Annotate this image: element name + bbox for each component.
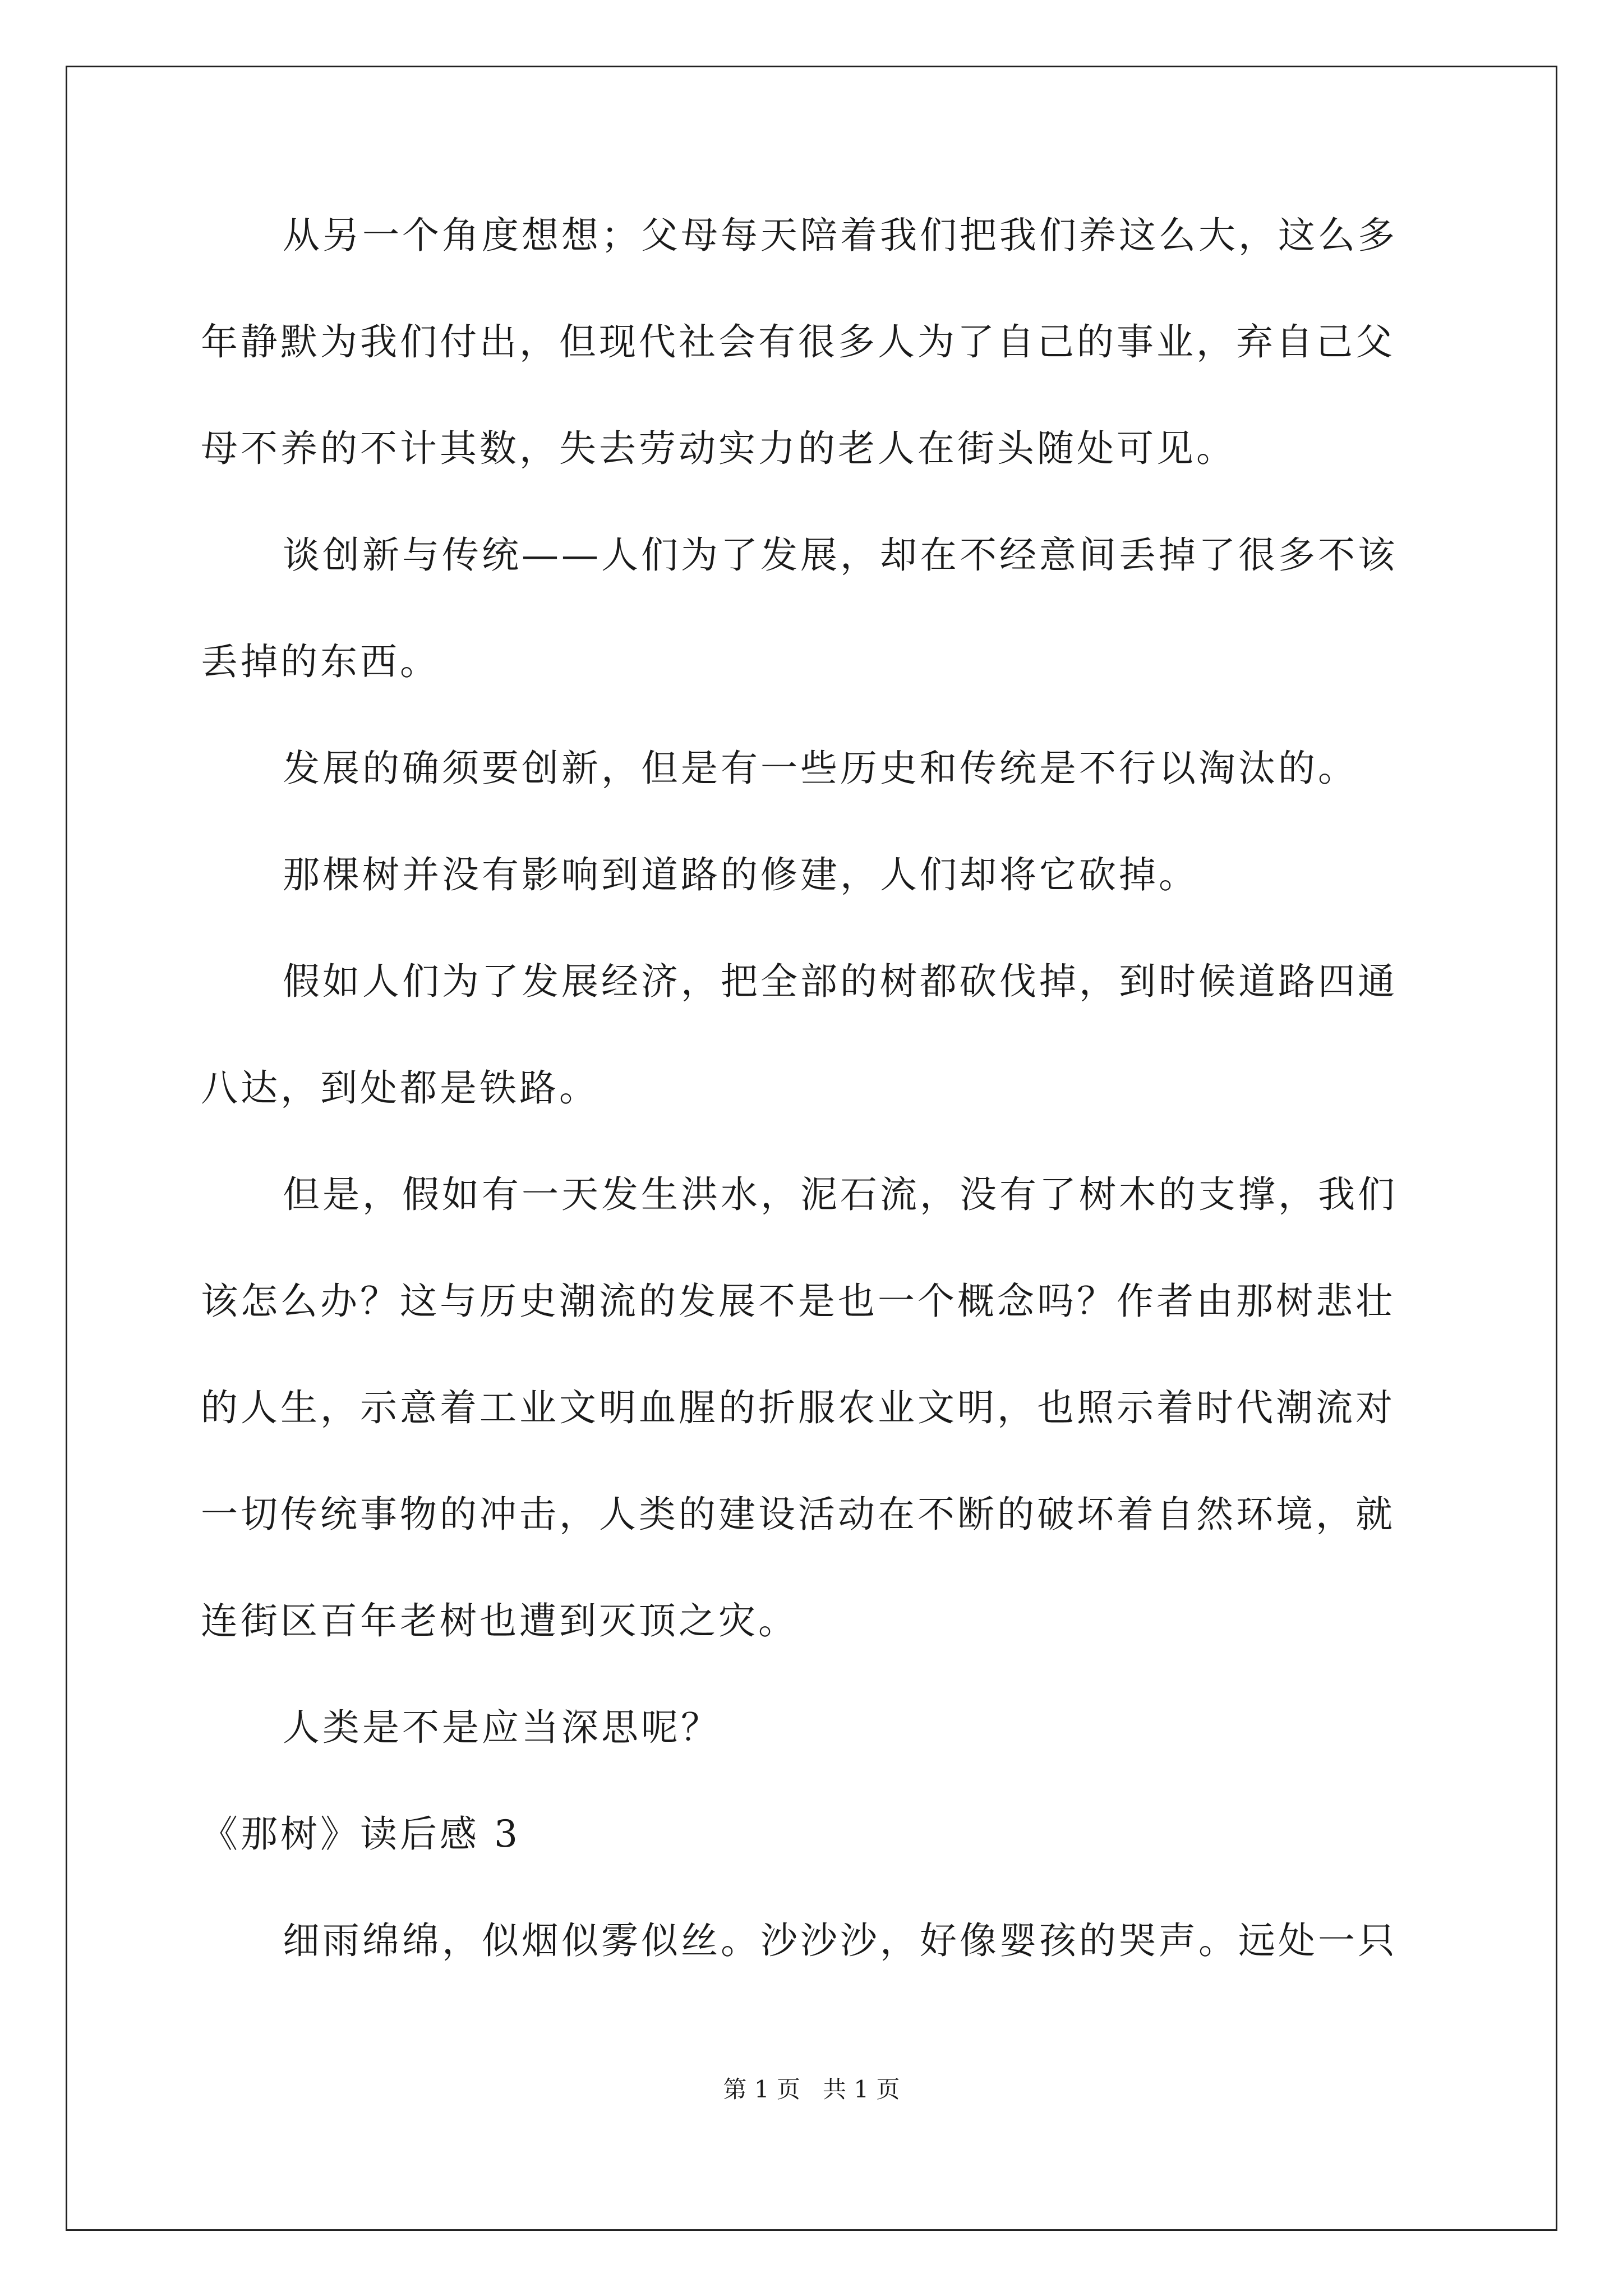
paragraph-line: 丢掉的东西。 <box>201 640 440 683</box>
page-number-footer: 第 1 页 共 1 页 <box>723 2076 900 2103</box>
paragraph-line: 人类是不是应当深思呢？ <box>283 1706 721 1749</box>
paragraph-line: 谈创新与传统——人们为了发展，却在不经意间丢掉了很多不该 <box>283 533 1398 577</box>
paragraph-line: 发展的确须要创新，但是有一些历史和传统是不行以淘汰的。 <box>283 747 1358 790</box>
paragraph-line: 从另一个角度想想；父母每天陪着我们把我们养这么大，这么多 <box>283 214 1398 257</box>
paragraph-line: 母不养的不计其数，失去劳动实力的老人在街头随处可见。 <box>201 427 1236 470</box>
paragraph-line: 八达，到处都是铁路。 <box>201 1066 599 1110</box>
paragraph-line: 该怎么办？这与历史潮流的发展不是也一个概念吗？作者由那树悲壮 <box>201 1280 1395 1323</box>
page-border <box>66 66 1557 2231</box>
section-heading: 《那树》读后感 3 <box>201 1812 520 1856</box>
paragraph-line: 年静默为我们付出，但现代社会有很多人为了自己的事业，弃自己父 <box>201 320 1395 364</box>
paragraph-line: 一切传统事物的冲击，人类的建设活动在不断的破坏着自然环境，就 <box>201 1493 1395 1536</box>
paragraph-line: 但是，假如有一天发生洪水，泥石流，没有了树木的支撑，我们 <box>283 1173 1398 1216</box>
paragraph-line: 那棵树并没有影响到道路的修建，人们却将它砍掉。 <box>283 853 1198 896</box>
paragraph-line: 细雨绵绵，似烟似雾似丝。沙沙沙，好像婴孩的哭声。远处一只 <box>283 1919 1398 1962</box>
paragraph-line: 假如人们为了发展经济，把全部的树都砍伐掉，到时候道路四通 <box>283 960 1398 1003</box>
paragraph-line: 连街区百年老树也遭到灭顶之灾。 <box>201 1599 798 1642</box>
paragraph-line: 的人生，示意着工业文明血腥的折服农业文明，也照示着时代潮流对 <box>201 1386 1395 1429</box>
